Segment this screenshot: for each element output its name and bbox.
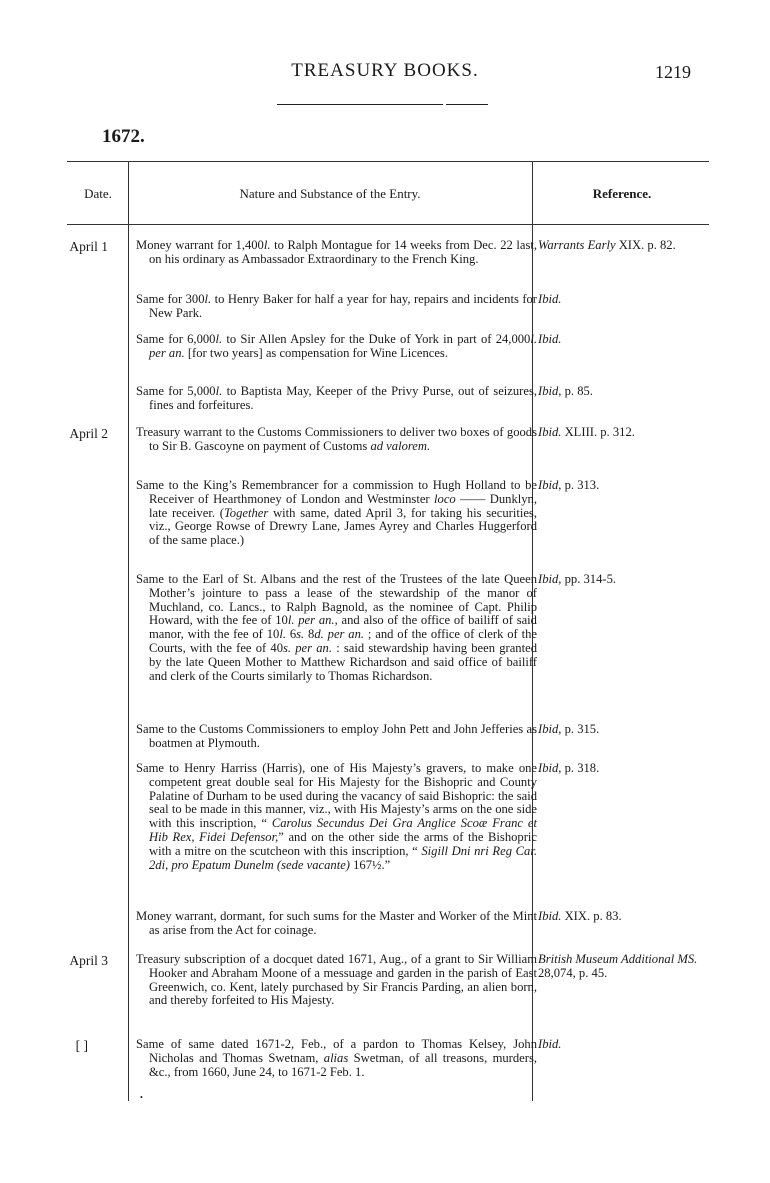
column-header-date: Date. [84,186,112,201]
column-header-reference: Reference. [592,186,652,201]
entry-reference: Warrants Early XIX. p. 82. [538,238,676,252]
column-divider [128,161,129,1101]
entry-text: Same to Henry Harriss (Harris), one of His Majesty’s gravers, to make one competent great double seal for His Majesty for the Bishopric and County Palatine of Durham to be used during the vacancy of said Bishopric: the said seal to be made in this manner, viz., with His Majesty’s arms on the one side with this inscription, “ Carolus Secundus Dei Gra Anglice Scoæ Franc et Hib Rex, Fidei Defensor,” and on the other side the arms of the Bishopric with a mitre on the scutcheon with this inscription, “ Sigill Dni nri Reg Car. 2di, pro Epatum Dunelm (sede vacante) 167½.” [136,761,537,872]
running-title: TREASURY BOOKS. [291,60,479,81]
entry-reference: Ibid. [538,1037,562,1051]
entry-reference: Ibid, pp. 314-5. [538,572,617,586]
entry-text: Treasury warrant to the Customs Commissioners to deliver two boxes of goods to Sir B. Gascoyne on payment of Customs ad valorem. [136,425,537,453]
entry-reference: Ibid. [538,332,562,346]
table-header-rule [67,224,709,225]
entry-reference: Ibid. XIX. p. 83. [538,909,622,923]
entry-reference: Ibid, p. 315. [538,722,600,736]
entry-text: Same for 6,000l. to Sir Allen Apsley for the Duke of York in part of 24,000l. per an. [for two years] as compensation for Wine Licences. [136,332,538,360]
entry-date: [ ] [75,1038,88,1053]
entry-date: April 1 [69,239,108,254]
entry-date: April 3 [69,953,108,968]
entry-text: Same to the King’s Remembrancer for a commission to Hugh Holland to be Receiver of Hearthmoney of London and Westminster loco —— Dunklyn, late receiver. (Together with same, dated April 3, for taking his securities, viz., George Rowse of Drewry Lane, James Ayrey and Charles Huggerford of the same place.) [136,478,537,548]
table-top-rule [67,161,709,162]
entry-text: Money warrant for 1,400l. to Ralph Montague for 14 weeks from Dec. 22 last, on his ordinary as Ambassador Extraordinary to the French King. [136,238,537,266]
column-header-entry: Nature and Substance of the Entry. [239,186,421,201]
printer-mark: • [140,1093,143,1102]
year-heading: 1672. [102,126,145,147]
entry-text: Same for 300l. to Henry Baker for half a year for hay, repairs and incidents for New Park. [136,292,537,320]
entry-reference: Ibid. [538,292,562,306]
entry-text: Same for 5,000l. to Baptista May, Keeper of the Privy Purse, out of seizures, fines and forfeitures. [136,384,537,412]
entry-text: Treasury subscription of a docquet dated 1671, Aug., of a grant to Sir William Hooker and Abraham Moone of a messuage and garden in the parish of East Greenwich, co. Kent, lately purchased by Sir Francis Parding, an alien born, and thereby forfeited to His Majesty. [136,952,537,1008]
entry-reference: Ibid, p. 85. [538,384,593,398]
entry-reference: British Museum Additional MS. 28,074, p. 45. [538,952,698,980]
entry-text: Money warrant, dormant, for such sums for the Master and Worker of the Mint as arise from the Act for coinage. [136,909,537,937]
entry-text: Same of same dated 1671-2, Feb., of a pardon to Thomas Kelsey, John Nicholas and Thomas Swetnam, alias Swetman, of all treasons, murders, &c., from 1660, June 24, to 1671-2 Feb. 1. [136,1037,537,1079]
entry-text: Same to the Earl of St. Albans and the rest of the Trustees of the late Queen Mother’s jointure to pass a lease of the stewardship of the manor of Muchland, co. Lancs., to Ralph Bagnold, as the nominee of Capt. Philip Howard, with the fee of 10l. per an., and also of the office of bailiff of said manor, with the fee of 10l. 6s. 8d. per an. ; and of the office of clerk of the Courts, with the fee of 40s. per an. : said stewardship having been granted by the late Queen Mother to Matthew Richardson and said office of bailiff and clerk of the Courts similarly to Thomas Richardson. [136,572,537,683]
entry-date: April 2 [69,426,108,441]
header-rule [446,104,488,105]
entry-text: Same to the Customs Commissioners to employ John Pett and John Jefferies as boatmen at Plymouth. [136,722,537,750]
entry-reference: Ibid. XLIII. p. 312. [538,425,635,439]
entry-reference: Ibid, p. 318. [538,761,600,775]
header-rule [277,104,443,105]
page-number: 1219 [655,62,691,82]
entry-reference: Ibid, p. 313. [538,478,600,492]
